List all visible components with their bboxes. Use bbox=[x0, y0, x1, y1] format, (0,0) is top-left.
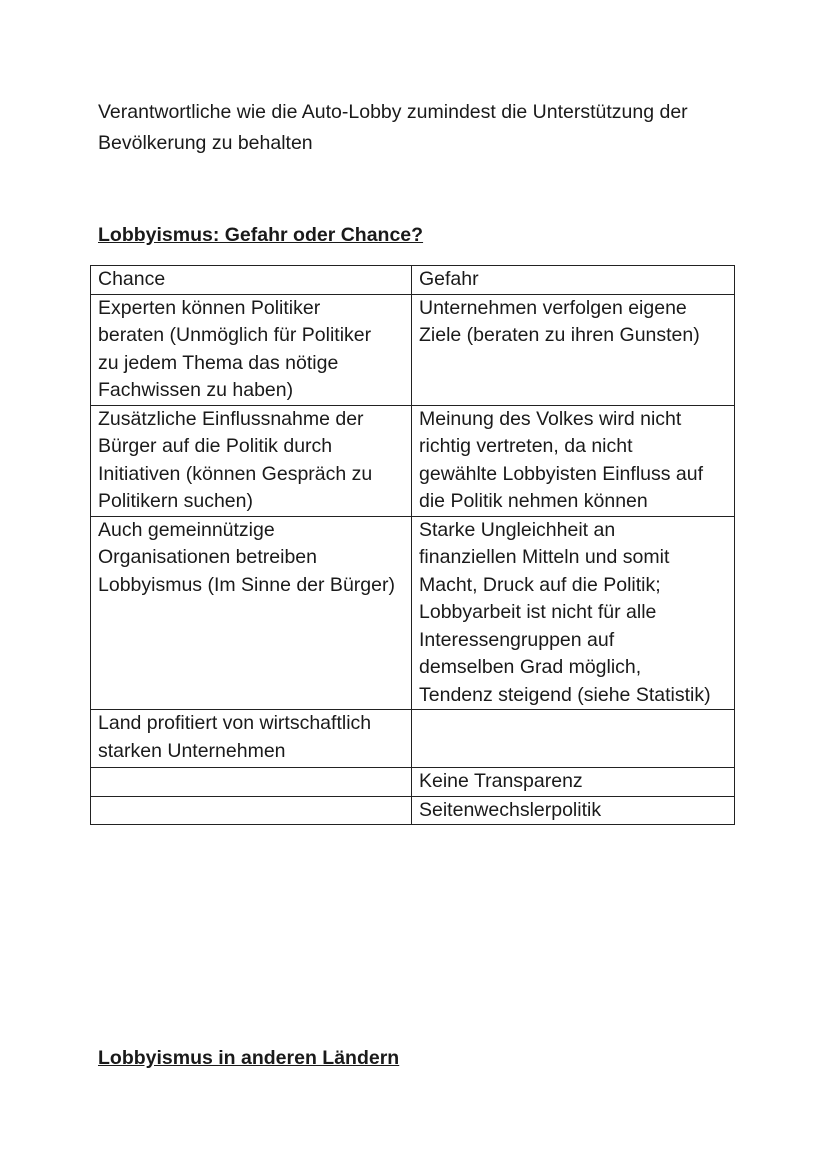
table-row bbox=[91, 294, 735, 405]
chance-cell: Zusätzliche Einflussnahme der Bürger auf die Politik durch Initiativen (können Gespräch zu Politikern suchen) bbox=[91, 405, 412, 516]
chance-cell: Experten können Politiker beraten (Unmöglich für Politiker zu jedem Thema das nötige Fachwissen zu haben) bbox=[91, 294, 412, 405]
column-header-chance: Chance bbox=[91, 266, 412, 295]
chance-cell: Land profitiert von wirtschaftlich starken Unternehmen bbox=[91, 710, 412, 768]
table-row bbox=[91, 516, 735, 710]
chance-cell: Auch gemeinnützige Organisationen betreiben Lobbyismus (Im Sinne der Bürger) bbox=[91, 516, 412, 710]
table-row bbox=[91, 768, 735, 797]
column-header-gefahr: Gefahr bbox=[412, 266, 735, 295]
chance-cell bbox=[91, 768, 412, 797]
section-heading-andere-laender: Lobbyismus in anderen Ländern bbox=[98, 1047, 400, 1069]
gefahr-cell: Meinung des Volkes wird nicht richtig vertreten, da nicht gewählte Lobbyisten Einfluss auf die Politik nehmen können bbox=[412, 405, 735, 516]
gefahr-cell: Seitenwechslerpolitik bbox=[412, 796, 735, 825]
table-header-row bbox=[91, 266, 735, 295]
table-row bbox=[91, 796, 735, 825]
section-heading-gefahr-chance: Lobbyismus: Gefahr oder Chance? bbox=[98, 224, 424, 246]
chance-gefahr-table bbox=[90, 265, 735, 825]
chance-cell bbox=[91, 796, 412, 825]
table-row bbox=[91, 710, 735, 768]
gefahr-cell bbox=[412, 710, 735, 768]
intro-paragraph: Verantwortliche wie die Auto-Lobby zumindest die Unterstützung der Bevölkerung zu behalten bbox=[98, 101, 688, 154]
gefahr-cell: Unternehmen verfolgen eigene Ziele (beraten zu ihren Gunsten) bbox=[412, 294, 735, 405]
gefahr-cell: Keine Transparenz bbox=[412, 768, 735, 797]
table-row bbox=[91, 405, 735, 516]
gefahr-cell: Starke Ungleichheit an finanziellen Mitteln und somit Macht, Druck auf die Politik; Lobbyarbeit ist nicht für alle Interessengruppen auf demselben Grad möglich, Tendenz steigend (siehe Statistik) bbox=[412, 516, 735, 710]
